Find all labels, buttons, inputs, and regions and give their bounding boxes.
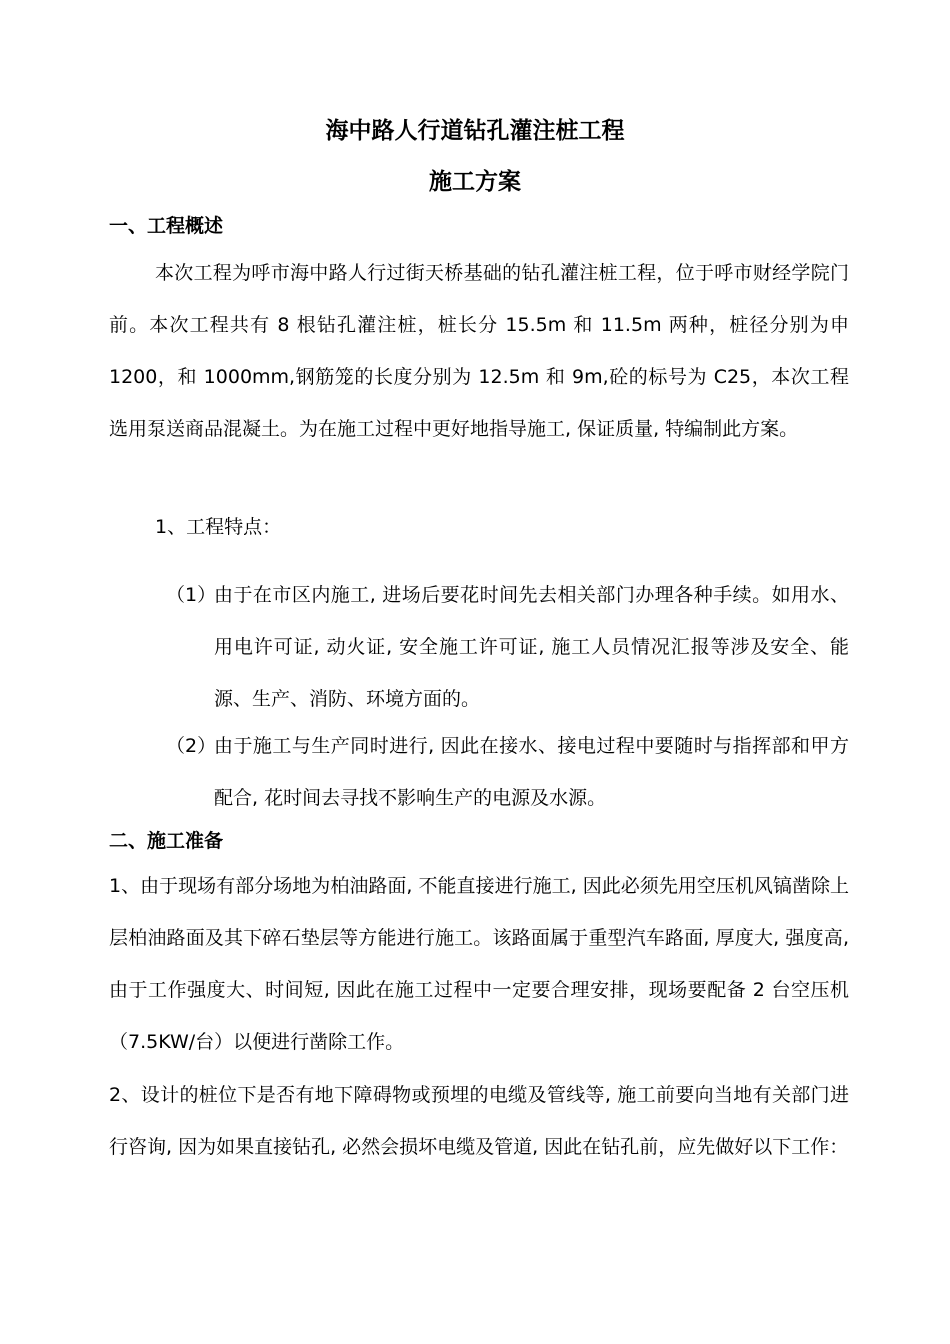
feature-item (166, 720, 849, 824)
overview-paragraph: 本次工程为呼市海中路人行过街天桥基础的钻孔灌注桩工程，位于呼市财经学院门前。本次工程共有 8 根钻孔灌注桩，桩长分 15.5m 和 11.5m 两种，桩径分别为申 1200，和 1000mm,钢筋笼的长度分别为 12.5m 和 9m,砼的标号为 C25，本次工程选用泵送商品混凝土。为在施工过程中更好地指导施工, 保证质量, 特编制此方案。 (109, 262, 849, 440)
feature-item-number: （2） (166, 735, 217, 757)
preparation-paragraph-2: 2、设计的桩位下是否有地下障碍物或预埋的电缆及管线等, 施工前要向当地有关部门进行咨询, 因为如果直接钻孔, 必然会损坏电缆及管道, 因此在钻孔前，应先做好以下工作： (109, 1084, 849, 1158)
feature-item (166, 569, 849, 725)
section-heading-preparation: 二、施工准备 (109, 830, 224, 852)
feature-item-number: （1） (166, 584, 217, 606)
section-heading-overview: 一、工程概述 (109, 215, 224, 237)
subheading-features: 1、工程特点： (155, 516, 282, 538)
document-subtitle: 施工方案 (429, 169, 521, 195)
document-title: 海中路人行道钻孔灌注桩工程 (325, 118, 625, 144)
preparation-paragraph-1: 1、由于现场有部分场地为柏油路面, 不能直接进行施工, 因此必须先用空压机风镐凿除上层柏油路面及其下碎石垫层等方能进行施工。该路面属于重型汽车路面, 厚度大, 强度高, 由于工作强度大、时间短, 因此在施工过程中一定要合理安排，现场要配备 2 台空压机（7.5KW/台）以便进行凿除工作。 (109, 875, 849, 1053)
feature-item-text: 由于在市区内施工, 进场后要花时间先去相关部门办理各种手续。如用水、用电许可证, 动火证, 安全施工许可证, 施工人员情况汇报等涉及安全、能源、生产、消防、环境方面的。 (214, 584, 849, 710)
feature-item-text: 由于施工与生产同时进行, 因此在接水、接电过程中要随时与指挥部和甲方配合, 花时间去寻找不影响生产的电源及水源。 (214, 735, 849, 809)
